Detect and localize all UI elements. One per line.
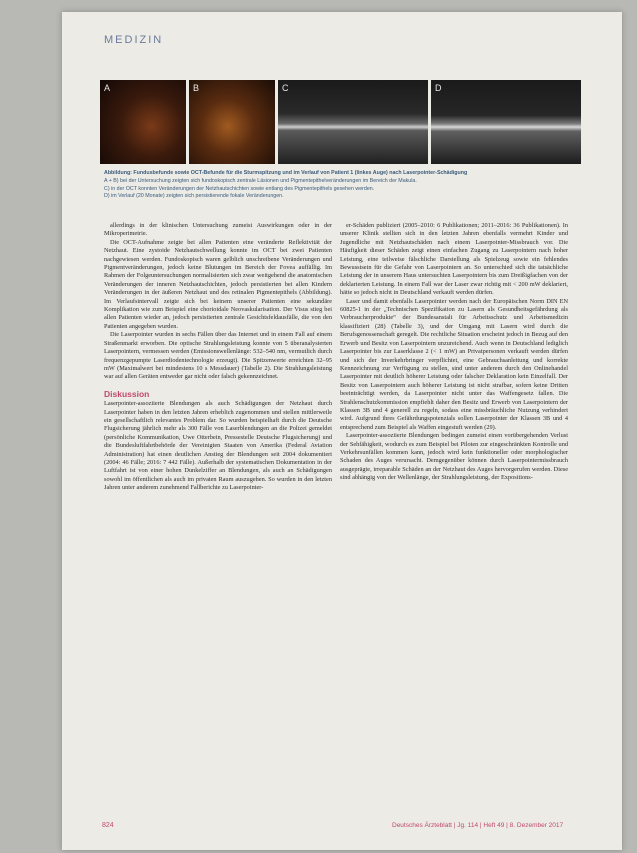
- journal-footer: Deutsches Ärzteblatt | Jg. 114 | Heft 49 | 8. Dezember 2017: [392, 822, 564, 829]
- paragraph: allerdings in der klinischen Untersuchung zumeist Auswirkungen oder in der Mikroperimetrie.: [104, 222, 332, 238]
- oct-image-d: [431, 80, 581, 164]
- paragraph: Laser und damit ebenfalls Laserpointer werden nach der Europäischen Norm DIN EN 60825-1 in der „Technischen Spezifikation zu Lasern als Gesundheitsgefährdung als Verbraucherprodukte“ der Bundesanstalt für Arbeitsschutz und Arbeitsmedizin klassifiziert (28) (Tabelle 3), und der Umgang mit Lasern wird durch die Berufsgenossenschaft geregelt. Die rechtliche Situation erscheint jedoch in Bezug auf den Erwerb und Besitz von Laserpointern unzureichend. Auch wenn in Deutschland lediglich Laserpointer bis zur Laserklasse 2 (< 1 mW) an Privatpersonen verkauft werden dürfen und sich der Inverkehrbringer verpflichtet, eine Gebrauchsanleitung und korrekte Kennzeichnung zur Verfügung zu stellen, sind unter anderem durch den Onlinehandel Laserpointer mit deutlich höherer Leistung oder falscher Deklaration kein Einzelfall. Der Besitz von Laserpointern auch höherer Leistung ist nicht strafbar, sofern keine Dritten beeinträchtigt werden, da Laserpointer nicht unter das Waffengesetz fallen. Die Strahlenschutzkommission empfiehlt daher den Besitz und Erwerb von Laserpointern der Klassen 3B und 4 generell zu regeln, sodass eine missbräuchliche Nutzung verhindert wird. Aufgrund ihres Gefährdungspotenzials sollen Laserpointer der Klassen 3B und 4 entsprechend zum Beispiel als Waffen eingestuft werden (29).: [340, 297, 568, 431]
- fundus-image-a: [100, 80, 186, 164]
- caption-line: C) in der OCT konnten Veränderungen der Netzhautschichten sowie entlang des Pigmentepithels gesehen werden.: [104, 185, 375, 192]
- fundus-image-b: [189, 80, 275, 164]
- caption-line: D) im Verlauf (20 Monate) zeigten sich persistierende fokale Veränderungen.: [104, 193, 284, 200]
- figure: [100, 80, 582, 164]
- panel-label-b: B: [193, 83, 200, 93]
- paragraph: Die OCT-Aufnahme zeigte bei allen Patienten eine veränderte Reflektivität der Netzhaut. Eine zystoide Netzhautschwellung konnte im OCT bei zwei Patienten nachgewiesen werden. Fundoskopisch waren gelblich unschreibene Veränderungen und Pigmentveränderungen, jedoch keine Blutungen im Bereich der Fovea auffällig. Im Rahmen der Folgeuntersuchungen normalisierten sich zwar weitgehend die anatomischen Veränderungen der inneren Netzhautschichten, jedoch persistierten bei allen Kindern Veränderungen in der äußeren Netzhaut und des retinalen Pigmentepithels (Abbildung). Im Verlaufsintervall zeigte sich bei keinem unserer Patienten eine sekundäre Komplikation wie zum Beispiel eine chorioidale Neovaskularisation. Der Visus stieg bei allen Patienten wieder an, jedoch persistierten zentrale Gesichtsfeldausfälle, die von den Patienten angegeben wurden.: [104, 238, 332, 330]
- oct-image-c: [278, 80, 428, 164]
- paragraph: er-Schäden publiziert (2005–2010: 6 Publikationen; 2011–2016: 36 Publikationen). In unserer Klinik stellten sich in den letzten Jahren ebenfalls vermehrt Kinder und Jugendliche mit Netzhautschäden nach einem Laserpointer-Missbrauch vor. Die Häufigkeit dieser Schäden zeigt einen einfachen Zugang zu Laserpointern nach hoher Leistung, eine teilweise fälschliche Darstellung als Spielzeug sowie ein fehlendes Bewusstsein für die Gefahr von Laserpointern an. So unterschied sich die tatsächliche Leistung der in unserem Haus untersuchten Laserpointern bis zum Dreißigfachen von der deklarierten Leistung. In einem Fall war der Laser zwar richtig mit < 200 mW deklariert, hätte so jedoch nicht in Deutschland verkauft werden dürfen.: [340, 222, 568, 297]
- section-label: MEDIZIN: [104, 34, 164, 46]
- section-heading: Diskussion: [104, 388, 150, 399]
- journal-page: [62, 12, 622, 850]
- paragraph: Laserpointer-assoziierte Blendungen als auch Schädigungen der Netzhaut durch Laserpointer haben in den letzten Jahren erheblich zugenommen und stellen mittlerweile ein gesellschaftlich relevantes Problem dar. So wurden beispielhaft durch die Deutsche Flugsicherung jährlich mehr als 300 Fälle von Laserblendungen an die Polizei gemeldet (persönliche Kommunikation, Uwe Otterbein, Pressestelle Deutsche Flugsicherung) und die Bundesluftfahrtbehörde der Vereinigten Staaten von Amerika (Federal Aviation Administration) hat einen deutlichen Anstieg der Blendungen seit 2004 dokumentiert (2004: 46 Fälle; 2016: 7 442 Fälle). Außerhalb der systematischen Dokumentation in der Luftfahrt ist von einer hohen Dunkelziffer an Blendungen, als auch an Schädigungen sowohl im öffentlichen als auch im privaten Raum auszugehen. So wurden in den letzten Jahren unter anderem zunehmend Fallberichte zu Laserpointer-: [104, 400, 332, 492]
- left-column: [104, 222, 332, 493]
- paragraph: Die Laserpointer wurden in sechs Fällen über das Internet und in einem Fall auf einem Straßenmarkt erworben. Die optische Strahlungsleistung konnte von 5 überanalysierten Laserpointern, vermessen werden (Emissionswellenlänge: 532–540 nm, vermutlich durch frequenzgepumpte Laserdiodentechnologie erzeugt). Die Spitzenwerte erreichten 32–95 mW (Maximalwert bei mindestens 10 s Messdauer) (Tabelle 2). Die Strahlungsleistung war auf allen Geräten entweder gar nicht oder falsch gekennzeichnet.: [104, 331, 332, 381]
- figure-caption: [104, 170, 584, 201]
- caption-line: Abbildung: Fundusbefunde sowie OCT-Befunde für die Sturmspitzung und im Verlauf von Patient 1 (linkes Auge) nach Laserpointer-Schädigung: [104, 170, 468, 176]
- page-number: 824: [102, 822, 114, 829]
- panel-label-c: C: [282, 83, 289, 93]
- caption-line: A + B) bei der Untersuchung zeigten sich fundoskopisch zentrale Läsionen und Pigmentepithelveränderungen im Bereich der Makula.: [104, 177, 417, 184]
- paragraph: Laserpointer-assoziierte Blendungen bedingen zumeist einen vorübergehenden Verlust der Sehfähigkeit, wodurch es zum Beispiel bei Piloten zur eingeschränkten Kontrolle und Verkehrsunfällen kommen kann, jedoch wird kein funktioneller oder morphologischer Schaden des Auges verursacht. Demgegenüber können durch Laserpointermissbrauch ausgeprägte, irreparable Schäden an der Netzhaut des Auges hervorgerufen werden. Diese sind abhängig von der Wellenlänge, der Strahlungsleistung, der Expositions-: [340, 432, 568, 482]
- panel-label-a: A: [104, 83, 111, 93]
- right-column: [340, 222, 568, 483]
- panel-label-d: D: [435, 83, 442, 93]
